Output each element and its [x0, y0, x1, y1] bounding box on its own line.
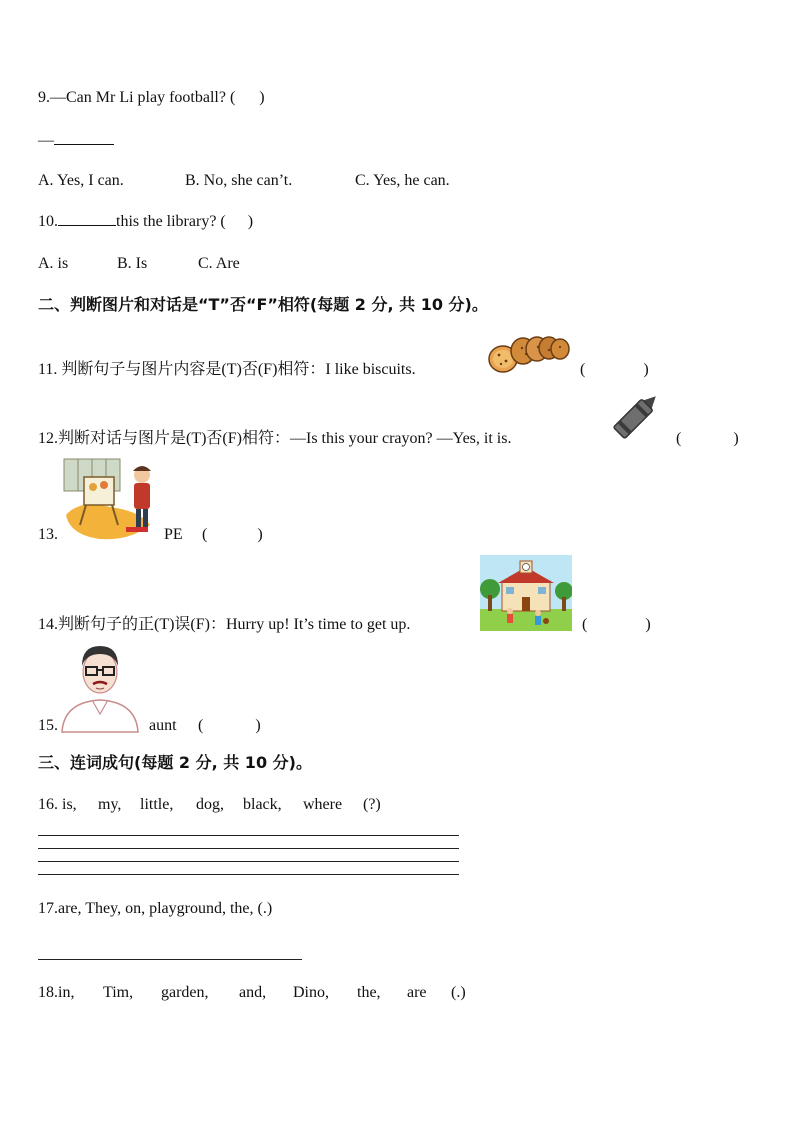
answer-parens-14[interactable] — [582, 615, 651, 635]
question-18-word-1: Tim, — [103, 984, 134, 1001]
question-9-option-b-wrap — [185, 171, 292, 191]
question-10-option-c-wrap — [198, 254, 240, 274]
option-a: A. is — [38, 255, 69, 272]
question-16-word-6: (?) — [363, 796, 381, 813]
question-13-number: 13. — [38, 526, 58, 543]
section-3-title: 三、连词成句(每题 2 分, 共 10 分)。 — [38, 753, 312, 772]
question-16-word-5: where — [303, 796, 343, 813]
question-13 — [164, 525, 183, 545]
question-18-word-7: (.) — [451, 984, 466, 1001]
dash: — — [38, 132, 54, 149]
question-16-word-1: my, — [98, 796, 122, 813]
question-10 — [38, 212, 253, 232]
question-13-word: PE — [164, 526, 183, 543]
answer-line[interactable] — [38, 861, 459, 862]
question-18-word-6: are — [407, 984, 427, 1001]
question-17: 17.are, They, on, playground, the, (.) — [38, 900, 273, 917]
answer-line[interactable] — [38, 874, 459, 875]
paren-open: ( — [198, 717, 204, 734]
paren-close: ) — [255, 717, 261, 734]
paren-close: ) — [643, 361, 649, 378]
question-15-word: aunt — [149, 717, 177, 734]
answer-parens-15[interactable] — [198, 716, 261, 736]
question-16-word-3: dog, — [196, 796, 224, 813]
question-15 — [149, 716, 177, 736]
question-18-word-2: garden, — [161, 984, 209, 1001]
question-9-text: 9.—Can Mr Li play football? ( — [38, 89, 236, 106]
man-with-glasses-picture — [58, 640, 142, 734]
question-10-option-b-wrap — [117, 254, 147, 274]
question-9-options — [38, 171, 124, 191]
option-b: B. No, she can’t. — [185, 172, 293, 189]
paren-close: ) — [259, 89, 265, 106]
question-18-word-3: and, — [239, 984, 267, 1001]
answer-line[interactable] — [38, 848, 459, 849]
biscuits-picture — [487, 333, 571, 377]
answer-blank[interactable] — [58, 225, 116, 226]
question-12 — [38, 429, 511, 449]
question-16-word-2: little, — [140, 796, 174, 813]
answer-line[interactable] — [38, 835, 459, 836]
question-18-word-0: 18.in, — [38, 984, 75, 1001]
question-14 — [38, 615, 410, 635]
question-14-text: 14.判断句子的正(T)误(F)：Hurry up! It’s time to get up. — [38, 616, 411, 633]
paren-open: ( — [676, 430, 682, 447]
school-picture — [480, 555, 572, 631]
paren-open: ( — [582, 616, 588, 633]
answer-parens-11[interactable] — [580, 360, 649, 380]
question-11 — [38, 360, 416, 380]
paren-close: ) — [257, 526, 263, 543]
paren-close: ) — [247, 213, 254, 230]
paren-open: ( — [202, 526, 208, 543]
question-10-option-a-wrap — [38, 254, 68, 274]
paren-open: ( — [580, 361, 586, 378]
paren-close: ) — [733, 430, 739, 447]
answer-parens-13[interactable] — [202, 525, 263, 545]
question-15-number: 15. — [38, 717, 58, 734]
crayon-picture — [610, 388, 662, 444]
option-a: A. Yes, I can. — [38, 172, 124, 189]
question-16-word-0: 16. is, — [38, 796, 77, 813]
art-class-picture — [60, 455, 156, 543]
section-2-title: 二、判断图片和对话是“T”否“F”相符(每题 2 分, 共 10 分)。 — [38, 295, 488, 314]
question-18-word-4: Dino, — [293, 984, 329, 1001]
answer-parens-12[interactable] — [676, 429, 739, 449]
answer-line[interactable] — [38, 959, 302, 960]
question-16-word-4: black, — [243, 796, 282, 813]
question-number: 10. — [38, 213, 58, 230]
question-12-text: 12.判断对话与图片是(T)否(F)相符：—Is this your crayon? —Yes, it is. — [38, 430, 512, 447]
option-c: C. Yes, he can. — [355, 172, 450, 189]
question-10-text: this the library? ( — [116, 213, 226, 230]
answer-blank[interactable] — [54, 144, 114, 145]
option-c: C. Are — [198, 255, 240, 272]
question-9-option-c-wrap — [355, 171, 450, 191]
option-b: B. Is — [117, 255, 148, 272]
answer-line-9 — [38, 131, 114, 151]
paren-close: ) — [645, 616, 651, 633]
question-9 — [38, 88, 265, 108]
question-18-word-5: the, — [357, 984, 381, 1001]
question-11-text: 11. 判断句子与图片内容是(T)否(F)相符：I like biscuits. — [38, 361, 416, 378]
